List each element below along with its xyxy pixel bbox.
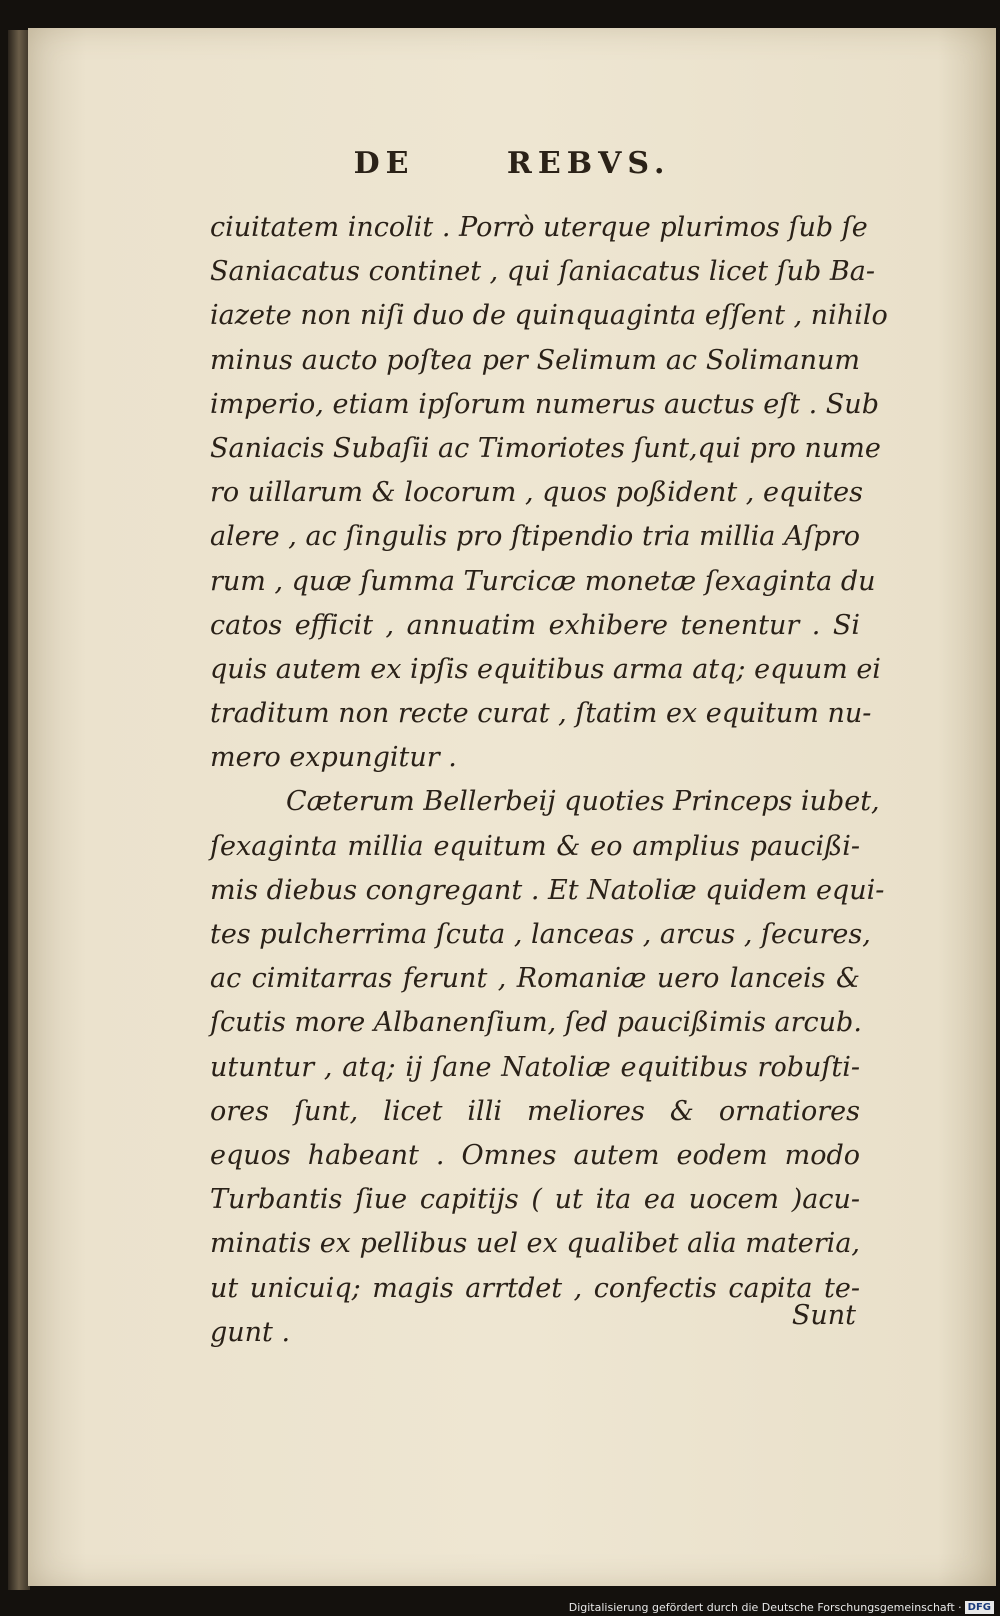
text-line: minatis ex pellibus uel ex qualibet alia materia, (210, 1228, 860, 1260)
text-line: alere , ac ſingulis pro ſtipendio tria millia Aſpro (210, 521, 860, 553)
text-line: ſexaginta millia equitum & eo amplius paucißi- (210, 830, 860, 862)
text-line: mero expungitur . (210, 742, 457, 774)
text-line: ut unicuiq; magis arrtdet , confectis capita te- (210, 1272, 860, 1304)
running-header (28, 146, 996, 181)
text-line: Saniacatus continet , qui ſaniacatus licet ſub Ba- (210, 256, 875, 288)
text-line: equos habeant . Omnes autem eodem modo (210, 1139, 860, 1171)
text-line: quis autem ex ipſis equitibus arma atq; equum ei (210, 653, 881, 685)
text-line: Turbantis ſiue capitijs ( ut ita ea uocem )acu- (210, 1184, 860, 1216)
header-left: DE (353, 146, 415, 181)
text-line: iazete non niſi duo de quinquaginta eſſent , nihilo (210, 300, 888, 332)
text-line: gunt . (210, 1316, 291, 1348)
dfg-logo-icon: DFG (965, 1601, 994, 1614)
header-right: REBVS. (506, 146, 671, 181)
credit-text: Digitalisierung gefördert durch die Deutsche Forschungsgemeinschaft · (568, 1601, 962, 1614)
body-text (210, 206, 888, 1355)
text-line: catos efficit , annuatim exhibere tenentur . Si (210, 609, 860, 641)
text-line: mis diebus congregant . Et Natoliæ quidem equi- (210, 874, 885, 906)
catchword: Sunt (791, 1300, 856, 1331)
text-line: traditum non recte curat , ſtatim ex equitum nu- (210, 698, 872, 730)
text-line: Saniacis Subaſii ac Timoriotes ſunt,qui pro nume (210, 432, 881, 464)
text-line: ores ſunt, licet illi meliores & ornatiores (210, 1095, 860, 1127)
preceding-page-edge (8, 30, 30, 1590)
text-line: tes pulcherrima ſcuta , lanceas , arcus , ſecures, (210, 919, 871, 950)
book-page (28, 28, 996, 1586)
text-line: Cæterum Bellerbeij quoties Princeps iubet, (286, 786, 880, 818)
text-line: ciuitatem incolit . Porrò uterque plurimos ſub ſe (210, 212, 868, 243)
text-line: ſcutis more Albanenſium, ſed paucißimis arcub. (210, 1007, 862, 1039)
text-line: minus aucto poſtea per Selimum ac Solimanum (210, 344, 860, 376)
text-line: rum , quæ ſumma Turcicæ monetæ ſexaginta du (210, 565, 876, 597)
text-line: utuntur , atq; ij ſane Natoliæ equitibus robuſti- (210, 1051, 860, 1083)
text-line: ro uillarum & locorum , quos poßident , equites (210, 477, 863, 509)
digitization-credit (569, 1601, 994, 1614)
text-line: ac cimitarras ferunt , Romaniæ uero lanceis & (210, 963, 860, 995)
text-line: imperio, etiam ipſorum numerus auctus eſt . Sub (210, 388, 879, 420)
